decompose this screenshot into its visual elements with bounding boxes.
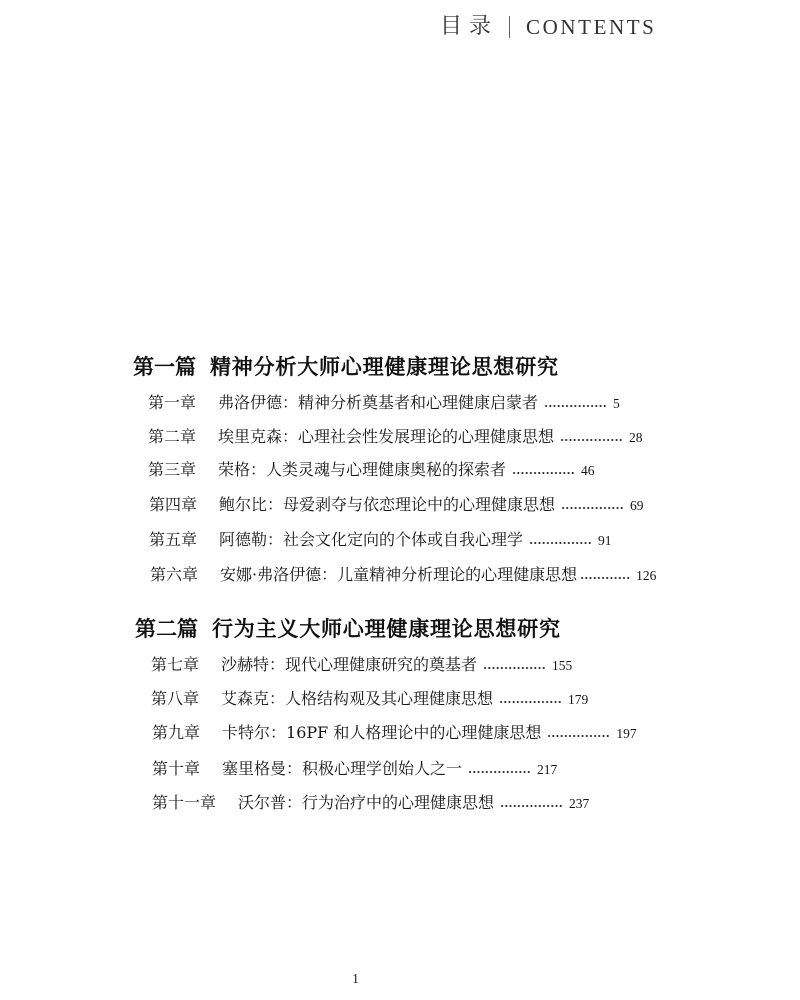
dot-leader bbox=[500, 804, 562, 808]
chapter-page-number: 197 bbox=[616, 726, 637, 741]
chapter-page-number: 28 bbox=[629, 430, 643, 445]
chapter-page-number: 69 bbox=[630, 498, 644, 513]
chapter-page-number: 5 bbox=[613, 396, 620, 411]
toc-entry bbox=[152, 793, 589, 814]
chapter-number: 第四章 bbox=[149, 495, 198, 514]
toc-entry bbox=[149, 530, 612, 551]
chapter-number: 第二章 bbox=[148, 427, 197, 446]
chapter-number: 第七章 bbox=[151, 655, 200, 674]
contents-title-chinese: 目 录 bbox=[440, 14, 491, 39]
chapter-page-number: 126 bbox=[636, 568, 657, 583]
part-label: 第二篇 bbox=[135, 616, 198, 641]
chapter-page-number: 237 bbox=[569, 796, 590, 811]
chapter-page-number: 91 bbox=[598, 533, 612, 548]
part-label: 第一篇 bbox=[133, 354, 196, 379]
dot-leader bbox=[529, 541, 591, 545]
chapter-title: 安娜·弗洛伊德：儿童精神分析理论的心理健康思想 bbox=[220, 565, 578, 584]
chapter-number: 第一章 bbox=[148, 393, 197, 412]
toc-entry bbox=[149, 495, 644, 516]
chapter-title: 艾森克：人格结构观及其心理健康思想 bbox=[221, 689, 494, 708]
toc-entry bbox=[152, 723, 637, 744]
header-divider bbox=[509, 16, 510, 38]
part-title: 精神分析大师心理健康理论思想研究 bbox=[210, 354, 559, 379]
dot-leader bbox=[544, 404, 606, 408]
chapter-title: 卡特尔：16PF 和人格理论中的心理健康思想 bbox=[222, 723, 542, 742]
chapter-title: 荣格：人类灵魂与心理健康奥秘的探索者 bbox=[218, 460, 507, 479]
chapter-title: 沙赫特：现代心理健康研究的奠基者 bbox=[221, 655, 478, 674]
chapter-page-number: 46 bbox=[581, 463, 595, 478]
chapter-page-number: 155 bbox=[552, 658, 573, 673]
toc-entry bbox=[152, 759, 557, 780]
toc-entry bbox=[148, 393, 620, 414]
dot-leader bbox=[468, 770, 530, 774]
chapter-title: 埃里克森：心理社会性发展理论的心理健康思想 bbox=[218, 427, 555, 446]
chapter-page-number: 179 bbox=[568, 692, 589, 707]
chapter-title: 弗洛伊德：精神分析奠基者和心理健康启蒙者 bbox=[218, 393, 539, 412]
chapter-number: 第六章 bbox=[150, 565, 199, 584]
dot-leader bbox=[483, 666, 545, 670]
chapter-title: 鲍尔比：母爱剥夺与依恋理论中的心理健康思想 bbox=[219, 495, 556, 514]
toc-entry bbox=[151, 689, 588, 710]
dot-leader bbox=[561, 506, 623, 510]
toc-entry bbox=[151, 655, 572, 676]
chapter-title: 塞里格曼：积极心理学创始人之一 bbox=[222, 759, 463, 778]
dot-leader bbox=[560, 438, 622, 442]
chapter-title: 沃尔普：行为治疗中的心理健康思想 bbox=[238, 793, 495, 812]
chapter-page-number: 217 bbox=[537, 762, 558, 777]
dot-leader bbox=[580, 576, 630, 580]
part-heading bbox=[135, 616, 561, 642]
contents-title-english: CONTENTS bbox=[526, 15, 657, 39]
chapter-title: 阿德勒：社会文化定向的个体或自我心理学 bbox=[219, 530, 524, 549]
toc-entry bbox=[150, 565, 656, 586]
chapter-number: 第八章 bbox=[151, 689, 200, 708]
dot-leader bbox=[499, 700, 561, 704]
chapter-number: 第九章 bbox=[152, 723, 201, 742]
page-number: 1 bbox=[352, 972, 359, 987]
contents-header bbox=[440, 12, 656, 42]
part-title: 行为主义大师心理健康理论思想研究 bbox=[212, 616, 561, 641]
dot-leader bbox=[547, 734, 609, 738]
toc-entry bbox=[148, 460, 595, 481]
chapter-number: 第十章 bbox=[152, 759, 201, 778]
toc-entry bbox=[148, 427, 643, 448]
chapter-number: 第十一章 bbox=[152, 793, 217, 812]
dot-leader bbox=[512, 471, 574, 475]
chapter-number: 第三章 bbox=[148, 460, 197, 479]
part-heading bbox=[133, 354, 559, 380]
chapter-number: 第五章 bbox=[149, 530, 198, 549]
